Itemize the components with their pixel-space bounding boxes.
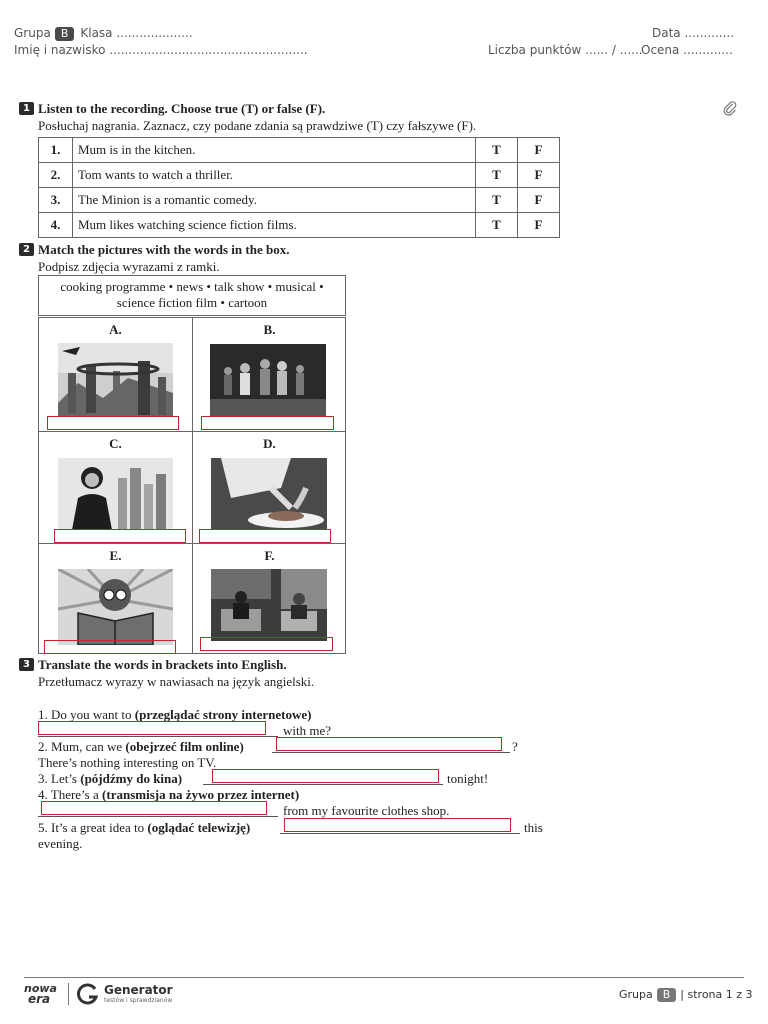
answer-box-d[interactable] <box>199 529 331 543</box>
statement: The Minion is a romantic comedy. <box>73 188 476 213</box>
nowa-era-logo: nowa era <box>24 982 57 1006</box>
false-option[interactable]: F <box>518 138 560 163</box>
picture-cell-b: B. <box>193 318 346 430</box>
task1-title: Listen to the recording. Choose true (T) or false (F). <box>38 101 326 116</box>
footer-group: Grupa B | strona 1 z 3 <box>619 988 753 1001</box>
true-false-table <box>38 137 560 238</box>
cooking-image <box>211 458 327 530</box>
answer-line <box>280 833 520 834</box>
false-option[interactable]: F <box>518 213 560 238</box>
true-option[interactable]: T <box>476 138 518 163</box>
picture-cell-f: F. <box>193 544 346 656</box>
talk-show-image <box>211 569 327 641</box>
generator-subtitle: testów i sprawdzianów <box>104 997 173 1004</box>
date-field: Data ............. <box>652 26 735 40</box>
answer-box-2[interactable] <box>276 737 502 751</box>
paperclip-icon[interactable] <box>722 100 738 116</box>
task2-title: Match the pictures with the words in the box. <box>38 242 290 257</box>
sentence-1: 1. Do you want to (przeglądać strony internetowe) <box>38 707 312 722</box>
true-option[interactable]: T <box>476 163 518 188</box>
task2-subtitle: Podpisz zdjęcia wyrazami z ramki. <box>38 259 220 274</box>
group-field: Grupa B Klasa .................... <box>14 26 193 40</box>
sentence-2-continuation: There’s nothing interesting on TV. <box>38 755 217 770</box>
points-field: Liczba punktów ...... / ...... <box>488 43 643 57</box>
answer-box-f[interactable] <box>200 637 333 651</box>
generator-title: Generator <box>104 983 173 997</box>
cartoon-image <box>58 569 173 645</box>
table-row: 3. The Minion is a romantic comedy. T F <box>39 188 560 213</box>
statement: Tom wants to watch a thriller. <box>73 163 476 188</box>
picture-cell-e: E. <box>39 544 192 656</box>
sentence-5: 5. It’s a great idea to (oglądać telewizję) <box>38 820 251 835</box>
logo-separator <box>68 983 69 1005</box>
true-option[interactable]: T <box>476 188 518 213</box>
sentence-1-end: with me? <box>283 723 332 738</box>
answer-line <box>272 752 510 753</box>
answer-box-a[interactable] <box>47 416 179 430</box>
grade-field: Ocena ............. <box>641 43 733 57</box>
answer-box-5[interactable] <box>284 818 511 832</box>
sentence-4-end: from my favourite clothes shop. <box>283 803 450 818</box>
sentence-3: 3. Let’s (pójdźmy do kina) <box>38 771 183 786</box>
true-option[interactable]: T <box>476 213 518 238</box>
task3-number: 3 <box>19 658 34 671</box>
answer-box-4[interactable] <box>41 801 267 815</box>
page-indicator: | strona 1 z 3 <box>680 988 753 1001</box>
task1-number: 1 <box>19 102 34 115</box>
false-option[interactable]: F <box>518 163 560 188</box>
answer-line <box>38 736 278 737</box>
sentence-5-continuation: evening. <box>38 836 83 851</box>
picture-grid <box>38 317 346 654</box>
picture-cell-a: A. <box>39 318 192 430</box>
footer-group-badge: B <box>657 988 677 1002</box>
task3-subtitle: Przetłumacz wyrazy w nawiasach na język angielski. <box>38 674 315 689</box>
sentence-2: 2. Mum, can we (obejrzeć film online) <box>38 739 244 754</box>
picture-cell-d: D. <box>193 432 346 544</box>
sentence-3-end: tonight! <box>447 771 489 786</box>
generator-logo-icon <box>77 983 99 1005</box>
name-field: Imię i nazwisko .................................................... <box>14 43 308 57</box>
table-row: 1. Mum is in the kitchen. T F <box>39 138 560 163</box>
statement: Mum is in the kitchen. <box>73 138 476 163</box>
table-row: 4. Mum likes watching science fiction films. T F <box>39 213 560 238</box>
group-badge: B <box>55 27 75 41</box>
answer-box-1[interactable] <box>38 721 266 735</box>
statement: Mum likes watching science fiction films. <box>73 213 476 238</box>
task1-subtitle: Posłuchaj nagrania. Zaznacz, czy podane zdania są prawdziwe (T) czy fałszywe (F). <box>38 118 477 133</box>
answer-box-b[interactable] <box>201 416 334 430</box>
answer-box-3[interactable] <box>212 769 439 783</box>
class-field: Klasa .................... <box>80 26 193 40</box>
news-presenter-image <box>58 458 173 530</box>
answer-box-c[interactable] <box>54 529 186 543</box>
task3-title: Translate the words in brackets into English. <box>38 657 287 672</box>
sentence-4: 4. There’s a (transmisja na żywo przez internet) <box>38 787 300 802</box>
footer-divider <box>24 977 744 978</box>
task2-number: 2 <box>19 243 34 256</box>
word-box: cooking programme • news • talk show • musical • science fiction film • cartoon <box>38 275 346 316</box>
sci-fi-city-image <box>58 343 173 417</box>
answer-box-e[interactable] <box>44 640 176 654</box>
sentence-2-end: ? <box>512 739 518 754</box>
picture-cell-c: C. <box>39 432 192 544</box>
answer-line <box>203 784 443 785</box>
table-row: 2. Tom wants to watch a thriller. T F <box>39 163 560 188</box>
musical-stage-image <box>210 344 326 416</box>
sentence-5-end: this <box>524 820 543 835</box>
answer-line <box>38 816 278 817</box>
false-option[interactable]: F <box>518 188 560 213</box>
